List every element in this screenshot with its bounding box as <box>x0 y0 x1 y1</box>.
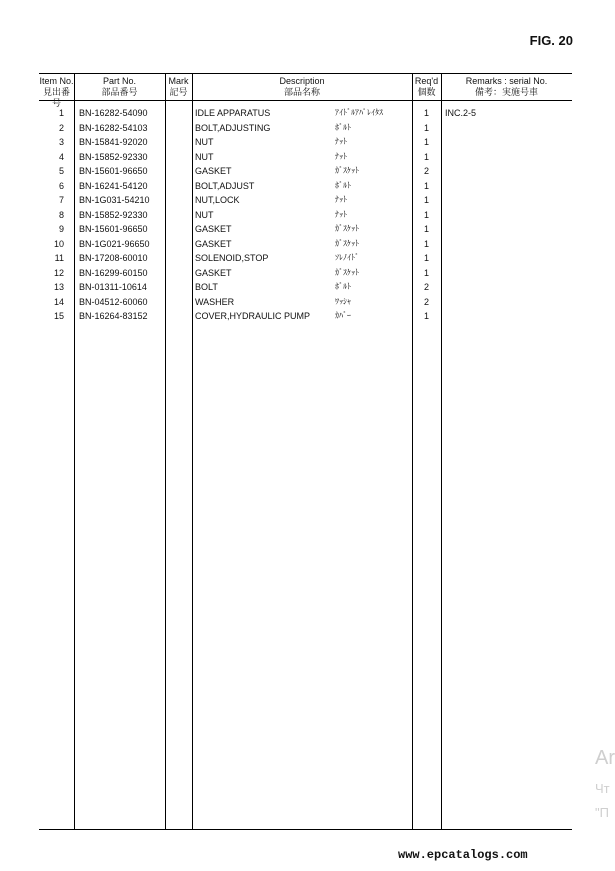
table-row <box>39 280 572 294</box>
part-number: BN-16241-54120 <box>79 180 148 191</box>
required-quantity: 1 <box>423 108 429 118</box>
table-row <box>39 150 572 164</box>
table-row <box>39 266 572 280</box>
table-row <box>39 193 572 207</box>
part-number: BN-17208-60010 <box>79 253 148 263</box>
table-row <box>39 164 572 178</box>
item-number: 4 <box>58 151 64 162</box>
table-row <box>39 309 572 323</box>
description-japanese: ﾅｯﾄ <box>335 195 347 204</box>
required-quantity: 1 <box>423 180 429 191</box>
required-quantity: 1 <box>423 253 429 263</box>
description-japanese: ｶﾞｽｹｯﾄ <box>335 267 359 277</box>
description: NUT <box>195 137 214 147</box>
description-japanese: ｿﾚﾉｲﾄﾞ <box>335 253 359 262</box>
item-number: 12 <box>53 267 64 278</box>
item-number: 11 <box>54 253 64 263</box>
description-japanese: ﾅｯﾄ <box>335 209 347 219</box>
description-japanese: ﾎﾞﾙﾄ <box>335 122 351 132</box>
part-number: BN-1G031-54210 <box>79 195 150 205</box>
item-number: 9 <box>58 224 64 234</box>
table-row <box>39 295 572 309</box>
description: NUT <box>195 151 214 162</box>
description: BOLT,ADJUST <box>195 180 255 191</box>
required-quantity: 1 <box>423 137 429 147</box>
description-japanese: ﾎﾞﾙﾄ <box>335 180 351 190</box>
required-quantity: 1 <box>423 311 429 321</box>
description-japanese: ｶﾞｽｹｯﾄ <box>335 224 359 233</box>
item-number: 5 <box>58 166 64 176</box>
watermark-text: Чт <box>595 781 610 796</box>
part-number: BN-16299-60150 <box>79 267 148 278</box>
description: BOLT <box>195 282 218 292</box>
header-remarks: Remarks : serial No. 備考：実施号車 <box>465 76 548 97</box>
watermark-text: Ar <box>595 747 615 769</box>
required-quantity: 1 <box>423 267 429 278</box>
item-number: 7 <box>58 195 64 205</box>
table-row <box>39 251 572 265</box>
description: GASKET <box>195 267 232 278</box>
required-quantity: 1 <box>423 209 429 220</box>
description: SOLENOID,STOP <box>195 253 269 263</box>
description: COVER,HYDRAULIC PUMP <box>195 311 311 321</box>
part-number: BN-15601-96650 <box>79 224 148 234</box>
description: GASKET <box>195 224 232 234</box>
part-number: BN-16264-83152 <box>79 311 148 321</box>
header-reqd: Req'd 個数 <box>414 76 439 97</box>
item-number: 14 <box>53 296 64 307</box>
description: NUT <box>195 209 214 220</box>
table-row <box>39 121 572 135</box>
part-number: BN-1G021-96650 <box>79 238 150 249</box>
description: GASKET <box>195 166 232 176</box>
table-row <box>39 222 572 236</box>
part-number: BN-16282-54103 <box>79 122 148 133</box>
part-number: BN-15601-96650 <box>79 166 148 176</box>
item-number: 8 <box>58 209 64 220</box>
item-number: 1 <box>58 108 64 118</box>
remarks: INC.2-5 <box>445 108 477 118</box>
item-number: 2 <box>58 122 64 133</box>
required-quantity: 1 <box>423 224 429 234</box>
description: WASHER <box>195 296 235 307</box>
table-row <box>39 208 572 222</box>
description-japanese: ﾅｯﾄ <box>335 151 347 161</box>
item-number: 3 <box>58 137 64 147</box>
description-japanese: ｶﾞｽｹｯﾄ <box>335 238 359 248</box>
required-quantity: 1 <box>423 122 429 133</box>
description-japanese: ｶﾞｽｹｯﾄ <box>335 166 359 175</box>
header-divider <box>39 100 572 101</box>
part-number: BN-15841-92020 <box>79 137 148 147</box>
required-quantity: 1 <box>423 151 429 162</box>
required-quantity: 2 <box>423 282 429 292</box>
part-number: BN-01311-10614 <box>79 282 147 292</box>
watermark-text: "П <box>595 805 609 820</box>
description-japanese: ﾜｯｼｬ <box>335 296 351 306</box>
part-number: BN-15852-92330 <box>79 209 148 220</box>
table-row <box>39 179 572 193</box>
description: NUT,LOCK <box>195 195 240 205</box>
item-number: 6 <box>58 180 64 191</box>
table-row <box>39 135 572 149</box>
required-quantity: 2 <box>423 296 429 307</box>
site-url: www.epcatalogs.com <box>398 848 528 862</box>
description-japanese: ｱｲﾄﾞﾙｱﾊﾟﾚｲﾀｽ <box>335 108 383 117</box>
part-number: BN-16282-54090 <box>79 108 148 118</box>
figure-number: FIG. 20 <box>529 33 573 48</box>
required-quantity: 2 <box>423 166 429 176</box>
header-item-no: Item No. 見出番号 <box>39 76 74 108</box>
required-quantity: 1 <box>423 238 429 249</box>
parts-table <box>39 73 572 830</box>
part-number: BN-04512-60060 <box>79 296 148 307</box>
table-row <box>39 237 572 251</box>
description-japanese: ﾅｯﾄ <box>335 137 347 146</box>
header-part-no: Part No. 部品番号 <box>101 76 138 97</box>
description: GASKET <box>195 238 232 249</box>
item-number: 10 <box>53 238 64 249</box>
table-row <box>39 106 572 120</box>
description-japanese: ﾎﾞﾙﾄ <box>335 282 351 291</box>
item-number: 15 <box>53 311 64 321</box>
item-number: 13 <box>53 282 64 292</box>
description: BOLT,ADJUSTING <box>195 122 271 133</box>
description: IDLE APPARATUS <box>195 108 271 118</box>
part-number: BN-15852-92330 <box>79 151 148 162</box>
required-quantity: 1 <box>423 195 429 205</box>
description-japanese: ｶﾊﾞｰ <box>335 311 351 320</box>
header-description: Description 部品名称 <box>279 76 325 97</box>
header-mark: Mark 記号 <box>168 76 189 97</box>
